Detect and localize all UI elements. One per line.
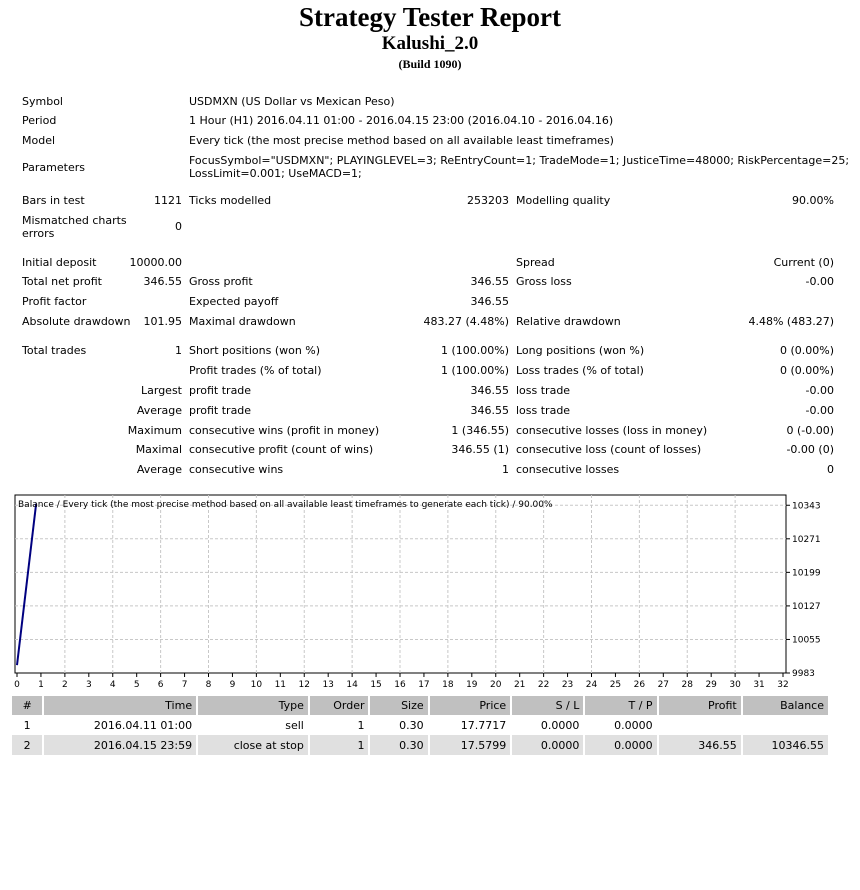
consecutive-losses-money-label: consecutive losses (loss in money)	[516, 424, 708, 437]
table-cell: 0.0000	[584, 715, 657, 735]
x-tick-label: 4	[109, 680, 116, 690]
model-label: Model	[22, 134, 56, 147]
deposit-value: 10000.00	[129, 256, 182, 269]
absolute-drawdown-label: Absolute drawdown	[22, 315, 131, 328]
model-value: Every tick (the most precise method based on all available least timeframes)	[189, 134, 614, 147]
table-cell: 0.0000	[584, 735, 657, 755]
largest-label: Largest	[141, 384, 182, 397]
table-cell: 2016.04.15 23:59	[43, 735, 197, 755]
gross-loss-label: Gross loss	[516, 275, 572, 288]
loss-trades-label: Loss trades (% of total)	[516, 364, 644, 377]
profit-trades-value: 1 (100.00%)	[440, 364, 509, 377]
consecutive-wins-value: 1	[502, 463, 509, 476]
table-cell: 2	[12, 735, 43, 755]
x-tick-label: 5	[133, 680, 140, 690]
x-tick-label: 20	[490, 680, 502, 690]
column-header: T / P	[584, 696, 657, 715]
column-header: Type	[197, 696, 309, 715]
table-cell	[742, 715, 829, 735]
short-positions-label: Short positions (won %)	[189, 344, 321, 357]
average-profit-trade-label: profit trade	[189, 404, 252, 417]
x-tick-label: 26	[633, 680, 646, 690]
x-tick-label: 25	[609, 680, 622, 690]
spread-label: Spread	[516, 256, 555, 269]
x-tick-label: 12	[298, 680, 310, 690]
table-row	[12, 715, 829, 735]
x-tick-label: 28	[681, 680, 693, 690]
x-tick-label: 29	[705, 680, 717, 690]
mismatch-value: 0	[175, 220, 182, 233]
maximal-label: Maximal	[135, 443, 182, 456]
relative-drawdown-label: Relative drawdown	[516, 315, 621, 328]
column-header: Profit	[658, 696, 742, 715]
consecutive-losses-value: 0	[827, 463, 834, 476]
consecutive-losses-money-value: 0 (-0.00)	[786, 424, 834, 437]
build-number: (Build 1090)	[398, 57, 462, 71]
maximum-label: Maximum	[127, 424, 182, 437]
x-tick-label: 3	[85, 680, 92, 690]
net-profit-value: 346.55	[143, 275, 182, 288]
deals-table	[12, 696, 830, 755]
x-tick-label: 31	[753, 680, 765, 690]
total-trades-value: 1	[175, 344, 182, 357]
y-tick-label: 10343	[792, 501, 821, 512]
x-tick-label: 16	[394, 680, 406, 690]
average-loss-trade-label: loss trade	[516, 404, 571, 417]
table-header-row	[12, 696, 829, 715]
average-loss-trade-value: -0.00	[805, 404, 834, 417]
x-tick-label: 19	[466, 680, 478, 690]
profit-trades-label: Profit trades (% of total)	[189, 364, 322, 377]
x-tick-label: 7	[181, 680, 188, 690]
net-profit-label: Total net profit	[22, 275, 102, 288]
largest-loss-trade-label: loss trade	[516, 384, 571, 397]
table-cell: 346.55	[658, 735, 742, 755]
table-cell: 10346.55	[742, 735, 829, 755]
long-positions-label: Long positions (won %)	[516, 344, 645, 357]
column-header: Time	[43, 696, 197, 715]
largest-loss-trade-value: -0.00	[805, 384, 834, 397]
x-tick-label: 23	[561, 680, 574, 690]
table-cell: 0.0000	[511, 735, 584, 755]
average-label: Average	[136, 404, 182, 417]
x-tick-label: 18	[442, 680, 454, 690]
column-header: #	[12, 696, 43, 715]
symbol-value: USDMXN (US Dollar vs Mexican Peso)	[189, 95, 395, 108]
x-tick-label: 9	[229, 680, 236, 690]
mismatch-label-1: Mismatched charts	[22, 214, 127, 227]
table-cell: 0.30	[369, 735, 428, 755]
parameters-line-2: LossLimit=0.001; UseMACD=1;	[189, 167, 362, 180]
x-tick-label: 15	[370, 680, 382, 690]
gross-profit-label: Gross profit	[189, 275, 253, 288]
y-tick-label: 10055	[792, 635, 821, 646]
quality-label: Modelling quality	[516, 194, 611, 207]
column-header: Balance	[742, 696, 829, 715]
x-tick-label: 24	[585, 680, 598, 690]
consecutive-losses-label: consecutive losses	[516, 463, 620, 476]
x-tick-label: 6	[157, 680, 164, 690]
x-tick-label: 8	[205, 680, 212, 690]
period-value: 1 Hour (H1) 2016.04.11 01:00 - 2016.04.15 23:00 (2016.04.10 - 2016.04.16)	[189, 114, 614, 127]
table-cell: 1	[309, 735, 370, 755]
column-header: Order	[309, 696, 370, 715]
y-tick-label: 10127	[792, 601, 821, 612]
expected-payoff-value: 346.55	[470, 295, 509, 308]
x-tick-label: 1	[38, 680, 44, 690]
balance-chart	[0, 492, 860, 692]
quality-value: 90.00%	[792, 194, 834, 207]
bars-value: 1121	[154, 194, 182, 207]
table-cell: 1	[309, 715, 370, 735]
y-tick-label: 10271	[792, 534, 821, 545]
y-tick-label: 9983	[792, 669, 815, 679]
consecutive-loss-count-label: consecutive loss (count of losses)	[516, 443, 702, 456]
column-header: S / L	[511, 696, 584, 715]
y-tick-label: 10199	[792, 568, 821, 579]
column-header: Size	[369, 696, 428, 715]
consecutive-wins-label: consecutive wins	[189, 463, 284, 476]
x-tick-label: 32	[777, 680, 789, 690]
consecutive-loss-count-value: -0.00 (0)	[786, 443, 834, 456]
gross-loss-value: -0.00	[805, 275, 834, 288]
loss-trades-value: 0 (0.00%)	[779, 364, 834, 377]
short-positions-value: 1 (100.00%)	[440, 344, 509, 357]
gross-profit-value: 346.55	[470, 275, 509, 288]
x-tick-label: 30	[729, 680, 741, 690]
ticks-label: Ticks modelled	[189, 194, 272, 207]
largest-profit-trade-value: 346.55	[470, 384, 509, 397]
profit-factor-label: Profit factor	[22, 295, 87, 308]
table-cell: 17.7717	[429, 715, 512, 735]
x-tick-label: 11	[274, 680, 287, 690]
table-cell: 1	[12, 715, 43, 735]
average-consecutive-label: Average	[136, 463, 182, 476]
bars-label: Bars in test	[22, 194, 85, 207]
largest-profit-trade-label: profit trade	[189, 384, 252, 397]
x-tick-label: 17	[418, 680, 430, 690]
expected-payoff-label: Expected payoff	[189, 295, 279, 308]
maximal-drawdown-label: Maximal drawdown	[189, 315, 296, 328]
column-header: Price	[429, 696, 512, 715]
average-profit-trade-value: 346.55	[470, 404, 509, 417]
x-tick-label: 13	[322, 680, 334, 690]
table-cell: 2016.04.11 01:00	[43, 715, 197, 735]
x-tick-label: 21	[513, 680, 526, 690]
mismatch-label-2: errors	[22, 227, 55, 240]
table-cell: 17.5799	[429, 735, 512, 755]
report-title: Strategy Tester Report	[299, 2, 561, 32]
long-positions-value: 0 (0.00%)	[779, 344, 834, 357]
expert-name: Kalushi_2.0	[381, 33, 479, 54]
x-tick-label: 22	[537, 680, 550, 690]
table-cell: 0.30	[369, 715, 428, 735]
spread-value: Current (0)	[773, 256, 834, 269]
absolute-drawdown-value: 101.95	[143, 315, 182, 328]
parameters-label: Parameters	[22, 161, 85, 174]
symbol-label: Symbol	[22, 95, 63, 108]
period-label: Period	[22, 114, 57, 127]
table-cell: close at stop	[197, 735, 309, 755]
table-row	[12, 735, 829, 755]
relative-drawdown-value: 4.48% (483.27)	[748, 315, 834, 328]
x-tick-label: 14	[346, 680, 358, 690]
consecutive-profit-count-value: 346.55 (1)	[451, 443, 509, 456]
table-cell	[658, 715, 742, 735]
parameters-line-1: FocusSymbol="USDMXN"; PLAYINGLEVEL=3; ReEntryCount=1; TradeMode=1; JusticeTime=48000; RiskPercentage=25;	[189, 154, 850, 167]
ticks-value: 253203	[467, 194, 509, 207]
table-cell: 0.0000	[511, 715, 584, 735]
table-cell: sell	[197, 715, 309, 735]
consecutive-profit-count-label: consecutive profit (count of wins)	[189, 443, 374, 456]
x-tick-label: 2	[62, 680, 68, 690]
consecutive-wins-money-label: consecutive wins (profit in money)	[189, 424, 380, 437]
consecutive-wins-money-value: 1 (346.55)	[451, 424, 509, 437]
deposit-label: Initial deposit	[22, 256, 97, 269]
total-trades-label: Total trades	[22, 344, 87, 357]
x-tick-label: 10	[250, 680, 263, 690]
maximal-drawdown-value: 483.27 (4.48%)	[423, 315, 509, 328]
x-tick-label: 27	[657, 680, 670, 690]
chart-title: Balance / Every tick (the most precise method based on all available least timeframes to generate each tick) / 90.00%	[18, 500, 553, 510]
x-tick-label: 0	[14, 680, 20, 690]
